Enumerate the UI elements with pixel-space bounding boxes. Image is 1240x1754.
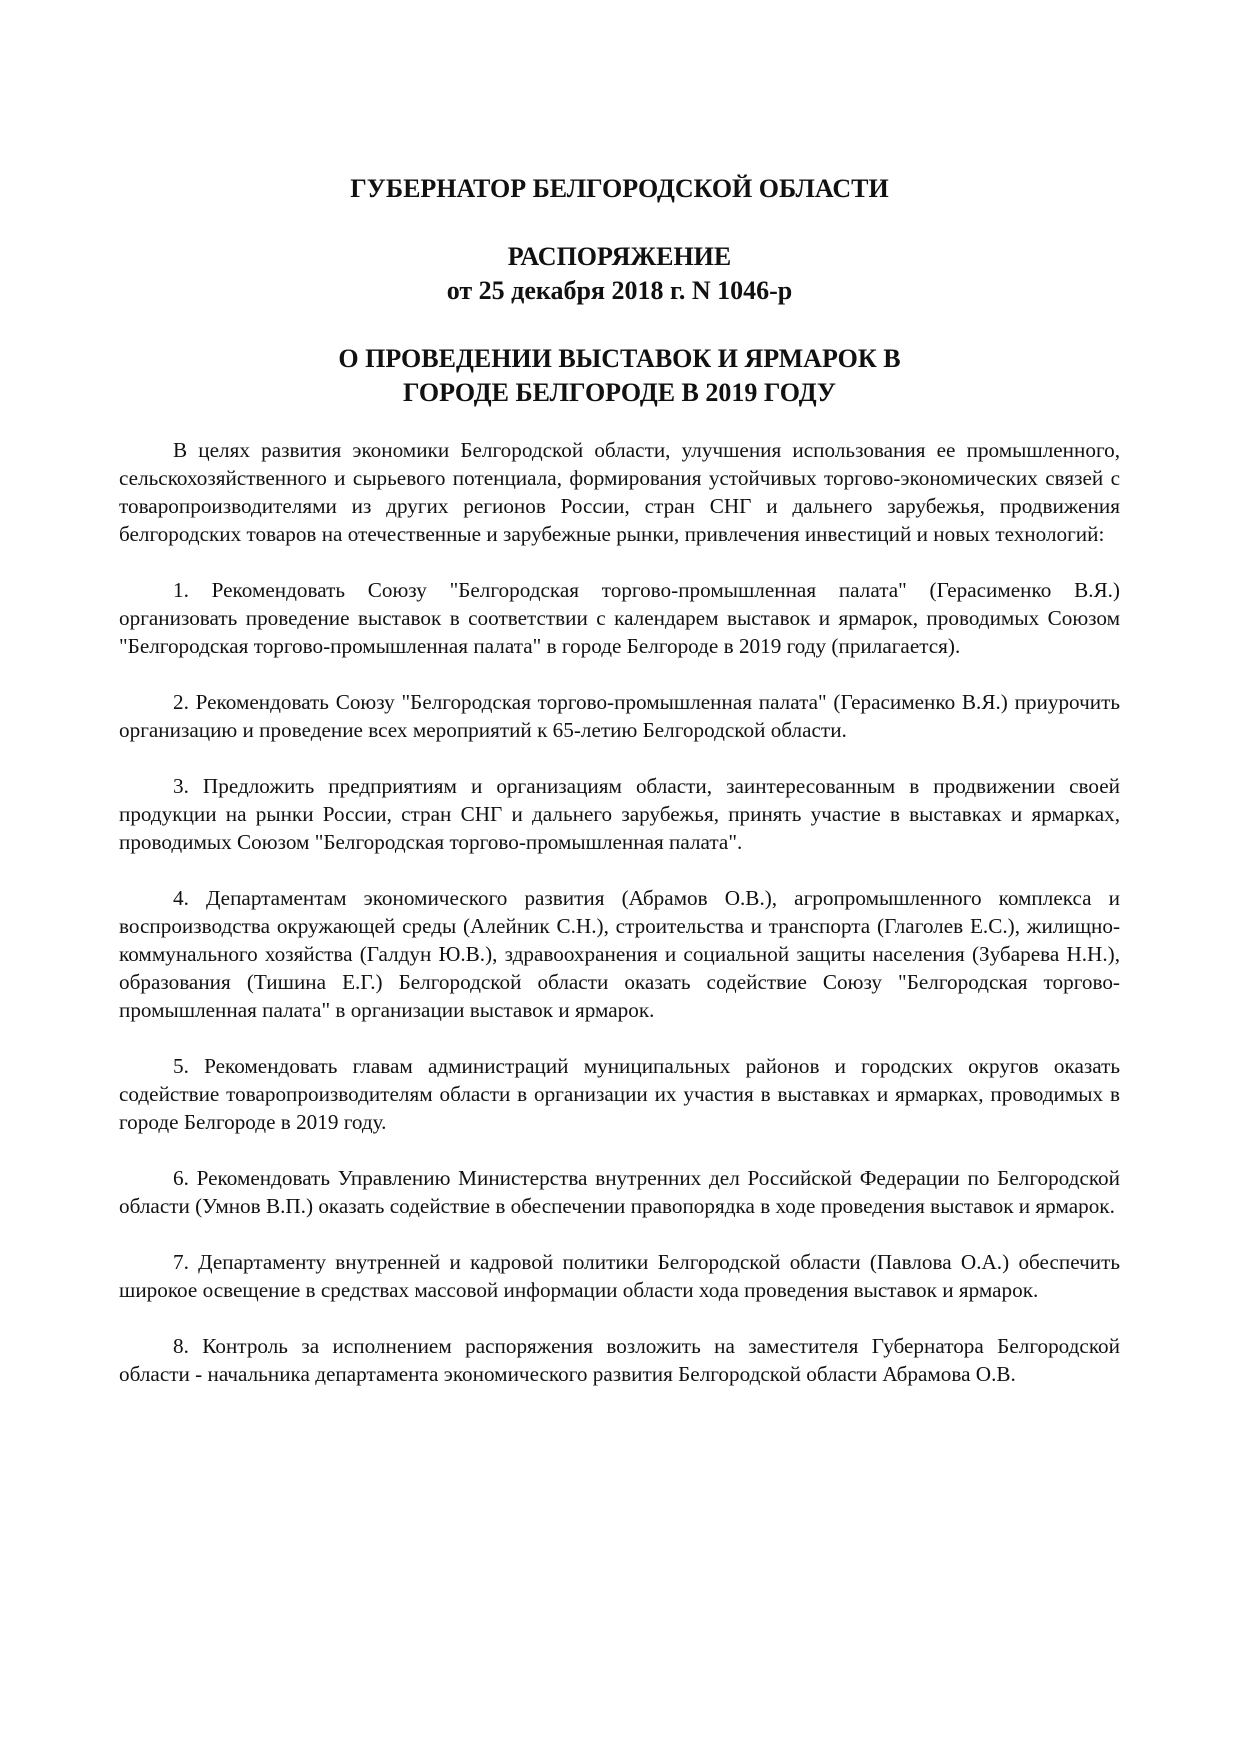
order-item-8: 8. Контроль за исполнением распоряжения возложить на заместителя Губернатора Белгородской области - начальника департамента экономического развития Белгородской области Абрамова О.В. xyxy=(119,1334,1120,1386)
order-item-6: 6. Рекомендовать Управлению Министерства внутренних дел Российской Федерации по Белгородской области (Умнов В.П.) оказать содействие в обеспечении правопорядка в ходе проведения выставок и ярмарок. xyxy=(119,1166,1120,1218)
order-item-3: 3. Предложить предприятиям и организациям области, заинтересованным в продвижении своей продукции на рынки России, стран СНГ и дальнего зарубежья, принять участие в выставках и ярмарках, проводимых Союзом "Белгородская торгово-промышленная палата". xyxy=(119,774,1120,854)
document-subject-line-1: О ПРОВЕДЕНИИ ВЫСТАВОК И ЯРМАРОК В xyxy=(338,344,901,373)
document-content xyxy=(119,172,1120,1416)
order-item-5: 5. Рекомендовать главам администраций муниципальных районов и городских округов оказать содействие товаропроизводителям области в организации их участия в выставках и ярмарках, проводимых в городе Белгороде в 2019 году. xyxy=(119,1054,1120,1134)
document-type: РАСПОРЯЖЕНИЕ xyxy=(507,242,732,271)
issuing-authority: ГУБЕРНАТОР БЕЛГОРОДСКОЙ ОБЛАСТИ xyxy=(350,174,889,203)
order-item-7: 7. Департаменту внутренней и кадровой политики Белгородской области (Павлова О.А.) обеспечить широкое освещение в средствах массовой информации области хода проведения выставок и ярмарок. xyxy=(119,1250,1120,1302)
preamble-paragraph: В целях развития экономики Белгородской области, улучшения использования ее промышленного, сельскохозяйственного и сырьевого потенциала, формирования устойчивых торгово-экономических связей с товаропроизводителями из других регионов России, стран СНГ и дальнего зарубежья, продвижения белгородских товаров на отечественные и зарубежные рынки, привлечения инвестиций и новых технологий: xyxy=(119,438,1120,546)
document-subject-line-2: ГОРОДЕ БЕЛГОРОДЕ В 2019 ГОДУ xyxy=(402,378,837,407)
order-item-1: 1. Рекомендовать Союзу "Белгородская торгово-промышленная палата" (Герасименко В.Я.) организовать проведение выставок в соответствии с календарем выставок и ярмарок, проводимых Союзом "Белгородская торгово-промышленная палата" в городе Белгороде в 2019 году (прилагается). xyxy=(119,578,1120,658)
order-item-4: 4. Департаментам экономического развития (Абрамов О.В.), агропромышленного комплекса и воспроизводства окружающей среды (Алейник С.Н.), строительства и транспорта (Глаголев Е.С.), жилищно-коммунального хозяйства (Галдун Ю.В.), здравоохранения и социальной защиты населения (Зубарева Н.Н.), образования (Тишина Е.Г.) Белгородской области оказать содействие Союзу "Белгородская торгово-промышленная палата" в организации выставок и ярмарок. xyxy=(119,886,1120,1022)
order-item-2: 2. Рекомендовать Союзу "Белгородская торгово-промышленная палата" (Герасименко В.Я.) приурочить организацию и проведение всех мероприятий к 65-летию Белгородской области. xyxy=(119,690,1120,742)
document-date-number: от 25 декабря 2018 г. N 1046-р xyxy=(446,276,793,305)
